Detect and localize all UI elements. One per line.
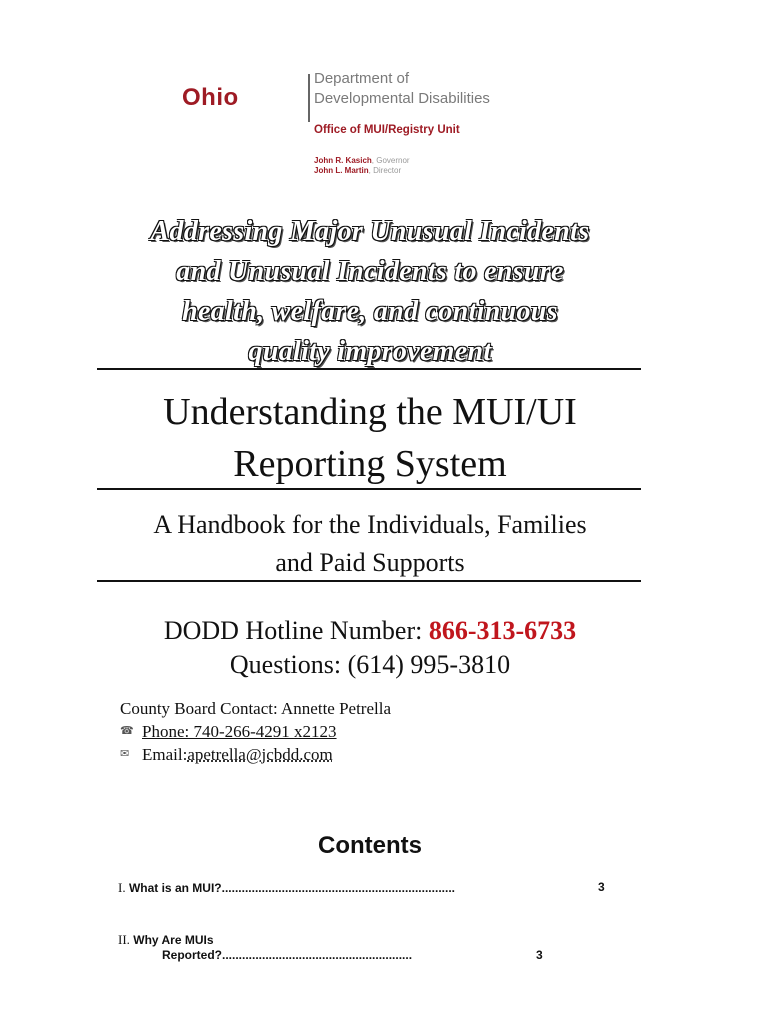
title-line-2: Reporting System — [233, 443, 507, 485]
department-line-1: Department of — [314, 70, 410, 87]
board-contact: County Board Contact: Annette Petrella — [120, 699, 392, 718]
phone-link[interactable]: Phone: 740-266-4291 x2123 — [142, 722, 337, 741]
toc-item-1[interactable] — [118, 880, 455, 896]
contents-title: Contents — [318, 832, 422, 859]
staff-list — [314, 156, 410, 176]
email-row — [120, 743, 391, 766]
rule-3 — [97, 580, 641, 582]
rule-1 — [97, 368, 641, 370]
hotline-label: DODD Hotline Number: — [163, 616, 429, 645]
email-label: Email: — [142, 745, 188, 764]
department-name — [314, 69, 574, 109]
governor-line — [314, 156, 410, 166]
toc-item-2-page: 3 — [536, 948, 543, 962]
headline-line-3: health, welfare, and continuous — [182, 296, 558, 327]
rule-2 — [97, 488, 641, 490]
questions-line: Questions: (614) 995-3810 — [229, 650, 511, 679]
toc-item-1-number: I. — [118, 880, 126, 895]
title-line-1: Understanding the MUI/UI — [163, 391, 577, 433]
subtitle-line-2: and Paid Supports — [275, 548, 465, 577]
office-name: Office of MUI/Registry Unit — [314, 124, 460, 136]
toc-item-1-text: What is an MUI?...................................................................... — [128, 881, 455, 895]
hotline-block — [100, 614, 640, 682]
county-contact — [120, 697, 391, 766]
headline — [100, 212, 640, 372]
hotline-number[interactable]: 866-313-6733 — [428, 616, 577, 645]
headline-line-2: and Unusual Incidents to ensure — [176, 256, 564, 287]
governor-title: , Governor — [371, 156, 410, 165]
headline-line-4: quality improvement — [248, 336, 492, 367]
subtitle-line-1: A Handbook for the Individuals, Families — [153, 510, 587, 539]
toc-item-2[interactable] — [118, 932, 214, 948]
header-divider — [308, 74, 310, 122]
governor-name: John R. Kasich — [314, 156, 372, 165]
phone-icon: ☎ — [120, 725, 134, 737]
toc-item-2-text-cont: Reported?......................................................... — [162, 948, 413, 962]
hotline-line — [100, 614, 640, 648]
envelope-icon: ✉ — [120, 748, 130, 760]
phone-row — [120, 720, 391, 743]
page-title — [100, 386, 640, 490]
director-line — [314, 166, 410, 176]
director-name: John L. Martin — [314, 166, 369, 175]
toc-item-2-number: II. — [118, 932, 130, 947]
toc-item-2-text: Why Are MUIs — [133, 933, 214, 947]
headline-line-1: Addressing Major Unusual Incidents — [150, 216, 590, 247]
toc-item-1-page: 3 — [598, 880, 605, 894]
ohio-logo: Ohio — [182, 84, 239, 111]
email-link[interactable]: apetrella@jcbdd.com — [187, 745, 333, 764]
department-line-2: Developmental Disabilities — [314, 90, 490, 107]
director-title: , Director — [368, 166, 402, 175]
subtitle — [100, 506, 640, 582]
